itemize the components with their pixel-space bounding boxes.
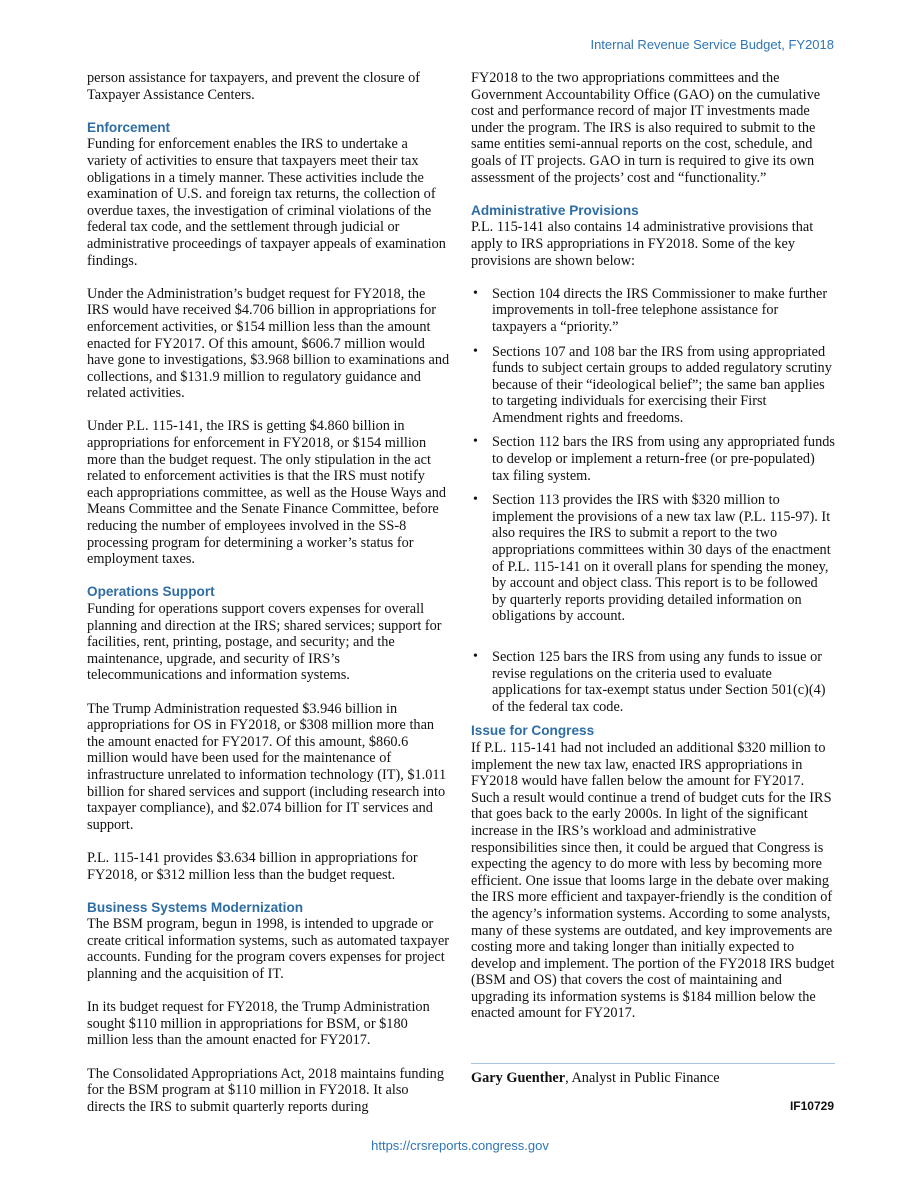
operations-paragraph-3: P.L. 115-141 provides $3.634 billion in appropriations for FY2018, or $312 million less than the budget request. [87, 849, 418, 883]
enforcement-paragraph-2: Under the Administration’s budget request for FY2018, the IRS would have received $4.706 billion in appropriations for enforcement activities, or $154 million less than the amount enacted for FY2017. Of this amount, $606.7 million would have gone to investigations, $3.968 billion to examinations and collections, and $131.9 million to regulatory guidance and related activities. [87, 285, 450, 402]
list-item: • Section 104 directs the IRS Commissioner to make further improvements in toll-free telephone assistance for taxpayers a “priority.” [471, 286, 835, 336]
bsm-continued-paragraph: FY2018 to the two appropriations committees and the Government Accountability Office (GAO) on the cumulative cost and performance record of major IT investments made under the program. The IRS is also required to submit to the same entities semi-annual reports on the cost, schedule, and goals of IT projects. GAO in turn is required to give its own assessment of the projects’ cost and “functionality.” [471, 70, 821, 186]
enforcement-heading: Enforcement [87, 119, 171, 135]
operations-paragraph-2: The Trump Administration requested $3.946 billion in appropriations for OS in FY2018, or $308 million more than the amount enacted for FY2017. Of this amount, $860.6 million would have been used for the maintenance of infrastructure unrelated to information technology (IT), $1.011 billion for shared services and support (including research into taxpayer compliance), and $2.074 billion for IT services and support. [87, 700, 447, 833]
left-column [87, 70, 450, 1115]
bsm-heading: Business Systems Modernization [87, 899, 304, 915]
administrative-provisions-heading: Administrative Provisions [471, 202, 639, 218]
intro-paragraph: person assistance for taxpayers, and prevent the closure of Taxpayer Assistance Centers. [87, 70, 421, 103]
enforcement-paragraph-1: Funding for enforcement enables the IRS to undertake a variety of activities to ensure that taxpayers meet their tax obligations in a timely manner. These activities include the examination of U.S. and foreign tax returns, the collection of overdue taxes, the investigation of criminal violations of the federal tax code, and the settlement through judicial or administrative proceedings of taxpayer appeals of examination findings. [87, 136, 446, 269]
list-item: • Sections 107 and 108 bar the IRS from using appropriated funds to subject certain groups to added regulatory scrutiny because of their “ideological belief”; the same ban applies to targeting individuals for exercising their First Amendment rights and freedoms. [471, 344, 835, 427]
enforcement-paragraph-3: Under P.L. 115-141, the IRS is getting $4.860 billion in appropriations for enforcement in FY2018, or $154 million more than the budget request. The only stipulation in the act related to enforcement activities is that the IRS must notify each appropriations committee, as well as the House Ways and Means Committee and the Senate Finance Committee, before reducing the number of employees involved in the SS-8 processing program for determining a worker’s status for employment taxes. [87, 418, 447, 568]
author-title: , Analyst in Public Finance [565, 1070, 720, 1086]
author-name: Gary Guenther [471, 1070, 566, 1086]
bsm-paragraph-2: In its budget request for FY2018, the Trump Administration sought $110 million in appropriations for BSM, or $180 million less than the amount enacted for FY2017. [87, 999, 430, 1049]
list-item: • Section 125 bars the IRS from using any funds to issue or revise regulations on the criteria used to evaluate applications for tax-exempt status under Section 501(c)(4) of the federal tax code. [471, 649, 835, 715]
footer-link[interactable]: https://crsreports.congress.gov [371, 1138, 549, 1153]
provisions-list [471, 286, 835, 716]
running-header-title: Internal Revenue Service Budget, FY2018 [590, 37, 834, 52]
operations-paragraph-1: Funding for operations support covers expenses for overall planning and direction at the IRS; shared services; support for facilities, rent, printing, postage, and security; and the maintenance, upgrade, and security of IRS’s telecommunications and information systems. [87, 601, 442, 684]
author-line [471, 1070, 835, 1087]
author-divider [471, 1063, 835, 1064]
list-item: • Section 112 bars the IRS from using any appropriated funds to develop or implement a return-free (or pre-populated) tax filing system. [471, 434, 835, 484]
issue-paragraph: If P.L. 115-141 had not included an additional $320 million to implement the new tax law, enacted IRS appropriations in FY2018 would have fallen below the amount for FY2017. Such a result would continue a trend of budget cuts for the IRS that goes back to the early 2000s. In light of the significant increase in the IRS’s workload and administrative responsibilities since then, it could be argued that Congress is expecting the agency to do more with less by becoming more efficient. One issue that looms large in the debate over making the IRS more efficient and taxpayer-friendly is the condition of the agency’s information systems. According to some analysts, many of these systems are outdated, and key improvements are costing more and taking longer than initially expected to develop and implement. The portion of the FY2018 IRS budget (BSM and OS) that covers the cost of maintaining and upgrading its information systems is $184 million below the enacted amount for FY2017. [471, 739, 835, 1022]
issue-for-congress-heading: Issue for Congress [471, 723, 595, 739]
bsm-paragraph-3: The Consolidated Appropriations Act, 2018 maintains funding for the BSM program at $110 million in FY2018. It also directs the IRS to submit quarterly reports during [87, 1065, 444, 1115]
bsm-paragraph-1: The BSM program, begun in 1998, is intended to upgrade or create critical information systems, such as automated taxpayer accounts. Funding for the program covers expenses for project planning and the acquisition of IT. [87, 916, 450, 983]
administrative-provisions-intro: P.L. 115-141 also contains 14 administrative provisions that apply to IRS appropriations in FY2018. Some of the key provisions are shown below: [471, 219, 814, 269]
document-id: IF10729 [789, 1099, 834, 1113]
list-item: • Section 113 provides the IRS with $320 million to implement the provisions of a new tax law (P.L. 115-97). It also requires the IRS to submit a report to the two appropriations committees within 30 days of the enactment of P.L. 115-141 on it overall plans for spending the money, by account and object class. This report is to be followed by quarterly reports providing detailed information on obligations by account. [471, 492, 835, 625]
operations-support-heading: Operations Support [87, 584, 215, 600]
right-column [471, 70, 835, 1022]
